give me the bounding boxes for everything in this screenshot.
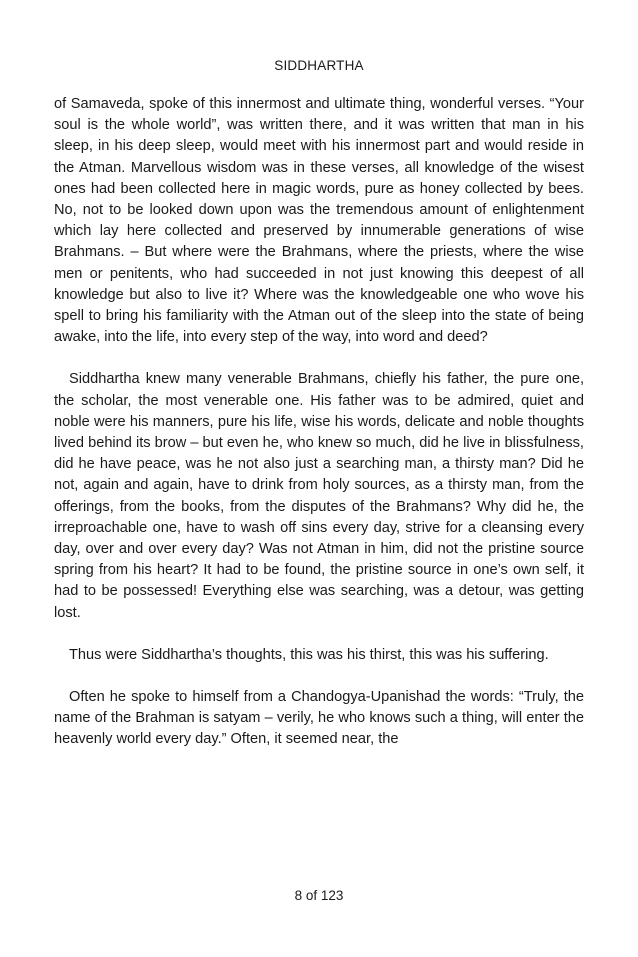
paragraph-4: Often he spoke to himself from a Chandogya-Upanishad the words: “Truly, the name of the Brahman is satyam – verily, he who knows such a thing, will enter the heavenly world every day.” Often, it seemed near, the <box>54 689 584 748</box>
body-text <box>54 94 584 751</box>
document-page <box>54 0 584 957</box>
paragraph-3: Thus were Siddhartha’s thoughts, this was his thirst, this was his suffering. <box>69 646 549 663</box>
page-number: 8 of 123 <box>294 888 344 903</box>
paragraph-2: Siddhartha knew many venerable Brahmans, chiefly his father, the pure one, the scholar, the most venerable one. His father was to be admired, quiet and noble were his manners, pure his life, wise his words, delicate and noble thoughts lived behind its brow – but even he, who knew so much, did he live in blissfulness, did he have peace, was he not also just a searching man, a thirsty man? Did he not, again and again, have to drink from holy sources, as a thirsty man, from the offerings, from the books, from the disputes of the Brahmans? Why did he, the irreproachable one, have to wash off sins every day, strive for a cleansing every day, over and over every day? Was not Atman in him, did not the pristine source spring from his heart? It had to be found, the pristine source in one’s own self, it had to be possessed! Everything else was searching, was a detour, was getting lost. <box>54 371 584 621</box>
running-title: SIDDHARTHA <box>274 58 364 73</box>
paragraph-1: of Samaveda, spoke of this innermost and ultimate thing, wonderful verses. “Your soul is the whole world”, was written there, and it was written that man in his sleep, in his deep sleep, would meet with his innermost part and would reside in the Atman. Marvellous wisdom was in these verses, all knowledge of the wisest ones had been collected here in magic words, pure as honey collected by bees. No, not to be looked down upon was the tremendous amount of enlightenment which lay here collected and preserved by innumerable generations of wise Brahmans. – But where were the Brahmans, where the priests, where the wise men or penitents, who had succeeded in not just knowing this deepest of all knowledge but also to live it? Where was the knowledgeable one who wove his spell to bring his familiarity with the Atman out of the sleep into the state of being awake, into the life, into every step of the way, into word and deed? <box>54 96 584 346</box>
